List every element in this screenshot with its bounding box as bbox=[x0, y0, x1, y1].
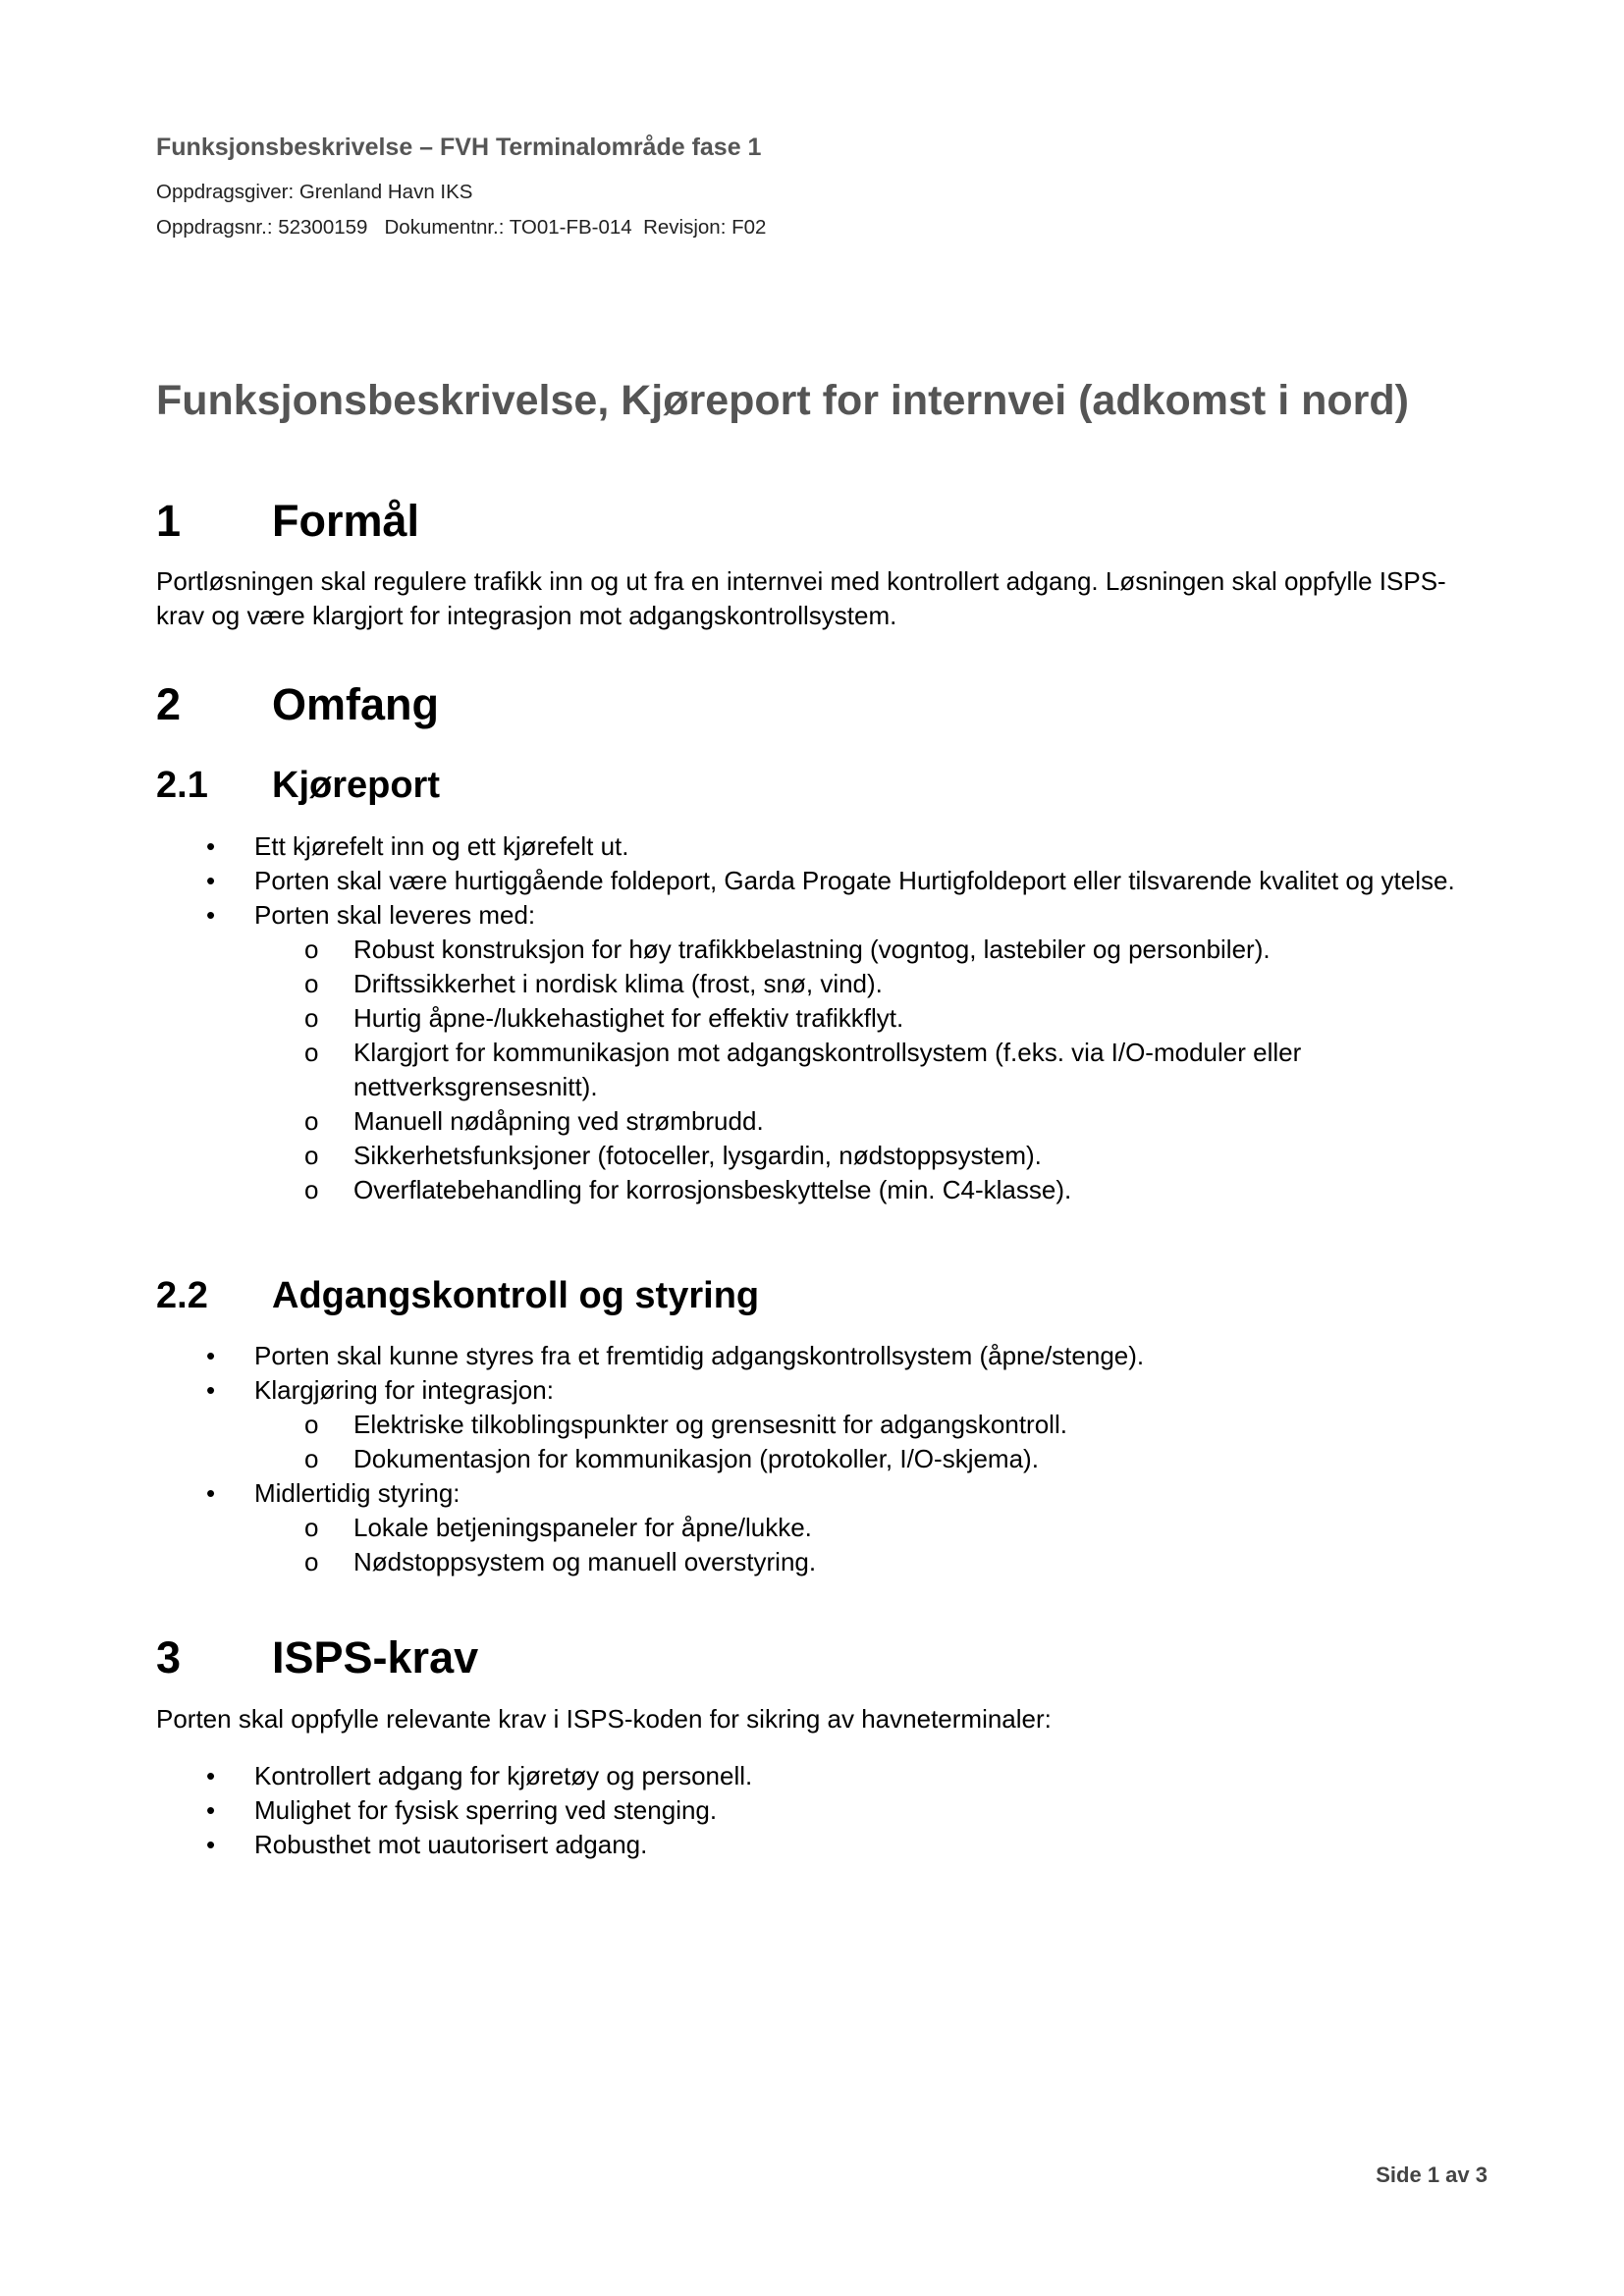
header-client: Oppdragsgiver: Grenland Havn IKS bbox=[156, 181, 473, 203]
subsection-title: Adgangskontroll og styring bbox=[272, 1275, 760, 1316]
sub-marker: o bbox=[304, 1547, 319, 1576]
list-item: • Klargjøring for integrasjon: bbox=[156, 1373, 1491, 1408]
section-3-list bbox=[156, 1759, 1491, 1862]
list-item: • Kontrollert adgang for kjøretøy og personell. bbox=[156, 1759, 1491, 1793]
sub-marker: o bbox=[304, 1141, 319, 1170]
sub-marker: o bbox=[304, 1175, 319, 1204]
sub-list-item: o Klargjort for kommunikasjon mot adgangskontrollsystem (f.eks. via I/O-moduler eller nettverksgrensesnitt). bbox=[304, 1038, 1302, 1101]
subsection-number: 2.1 bbox=[156, 765, 208, 806]
bullet-marker: • bbox=[206, 1795, 216, 1825]
list-item: • Porten skal være hurtiggående foldeport, Garda Progate Hurtigfoldeport eller tilsvarende kvalitet og ytelse. bbox=[156, 864, 1491, 898]
bullet-marker: • bbox=[206, 1830, 216, 1859]
list-item: • Midlertidig styring: bbox=[156, 1476, 1491, 1511]
sub-marker: o bbox=[304, 1106, 319, 1136]
section-title: Omfang bbox=[272, 679, 440, 729]
section-number: 3 bbox=[156, 1632, 182, 1682]
bullet-marker: • bbox=[206, 1341, 216, 1370]
section-2-1-list bbox=[156, 829, 1491, 1207]
bullet-marker: • bbox=[206, 866, 216, 895]
section-3-text: Porten skal oppfylle relevante krav i ISPS-koden for sikring av havneterminaler: bbox=[156, 1704, 1052, 1734]
sub-list-item: o Elektriske tilkoblingspunkter og grensesnitt for adgangskontroll. bbox=[156, 1408, 1491, 1442]
sub-marker: o bbox=[304, 1410, 319, 1439]
sub-list-item: o Sikkerhetsfunksjoner (fotoceller, lysgardin, nødstoppsystem). bbox=[156, 1139, 1491, 1173]
bullet-marker: • bbox=[206, 1478, 216, 1508]
section-1-text: Portløsningen skal regulere trafikk inn og ut fra en internvei med kontrollert adgang. Løsningen skal oppfylle ISPS-krav og være klargjort for integrasjon mot adgangskontrollsystem. bbox=[156, 566, 1446, 630]
section-number: 1 bbox=[156, 496, 182, 546]
section-title: ISPS-krav bbox=[272, 1632, 479, 1682]
sub-marker: o bbox=[304, 934, 319, 964]
document-title: Funksjonsbeskrivelse, Kjøreport for internvei (adkomst i nord) bbox=[156, 377, 1409, 424]
sub-list-item: o Manuell nødåpning ved strømbrudd. bbox=[156, 1104, 1491, 1139]
bullet-marker: • bbox=[206, 900, 216, 930]
subsection-title: Kjøreport bbox=[272, 765, 440, 806]
section-2-2-list bbox=[156, 1339, 1491, 1579]
sub-list-item: o Nødstoppsystem og manuell overstyring. bbox=[156, 1545, 1491, 1579]
sub-list-item: o Robust konstruksjon for høy trafikkbelastning (vogntog, lastebiler og personbiler). bbox=[156, 933, 1491, 967]
sub-marker: o bbox=[304, 969, 319, 998]
bullet-marker: • bbox=[206, 1375, 216, 1405]
sub-list-item: o Hurtig åpne-/lukkehastighet for effektiv trafikkflyt. bbox=[156, 1001, 1491, 1036]
bullet-marker: • bbox=[206, 831, 216, 861]
list-item: • Porten skal kunne styres fra et fremtidig adgangskontrollsystem (åpne/stenge). bbox=[156, 1339, 1491, 1373]
page-number: Side 1 av 3 bbox=[1376, 2163, 1488, 2187]
sub-marker: o bbox=[304, 1513, 319, 1542]
sub-marker: o bbox=[304, 1444, 319, 1473]
sub-list-item: o Driftssikkerhet i nordisk klima (frost, snø, vind). bbox=[156, 967, 1491, 1001]
sub-marker: o bbox=[304, 1038, 319, 1067]
list-item: • Mulighet for fysisk sperring ved stenging. bbox=[156, 1793, 1491, 1828]
header-title: Funksjonsbeskrivelse – FVH Terminalområde fase 1 bbox=[156, 133, 762, 161]
list-item: • Ett kjørefelt inn og ett kjørefelt ut. bbox=[156, 829, 1491, 864]
bullet-marker: • bbox=[206, 1761, 216, 1790]
list-item: • Robusthet mot uautorisert adgang. bbox=[156, 1828, 1491, 1862]
sub-list-item: o Lokale betjeningspaneler for åpne/lukke. bbox=[156, 1511, 1491, 1545]
sub-list-item: o Dokumentasjon for kommunikasjon (protokoller, I/O-skjema). bbox=[156, 1442, 1491, 1476]
header-references: Oppdragsnr.: 52300159 Dokumentnr.: TO01-FB-014 Revisjon: F02 bbox=[156, 216, 767, 239]
list-item: • Porten skal leveres med: bbox=[156, 898, 1491, 933]
sub-list-item: o Overflatebehandling for korrosjonsbeskyttelse (min. C4-klasse). bbox=[156, 1173, 1491, 1207]
subsection-number: 2.2 bbox=[156, 1275, 208, 1316]
sub-marker: o bbox=[304, 1003, 319, 1033]
section-number: 2 bbox=[156, 679, 182, 729]
section-title: Formål bbox=[272, 496, 420, 546]
